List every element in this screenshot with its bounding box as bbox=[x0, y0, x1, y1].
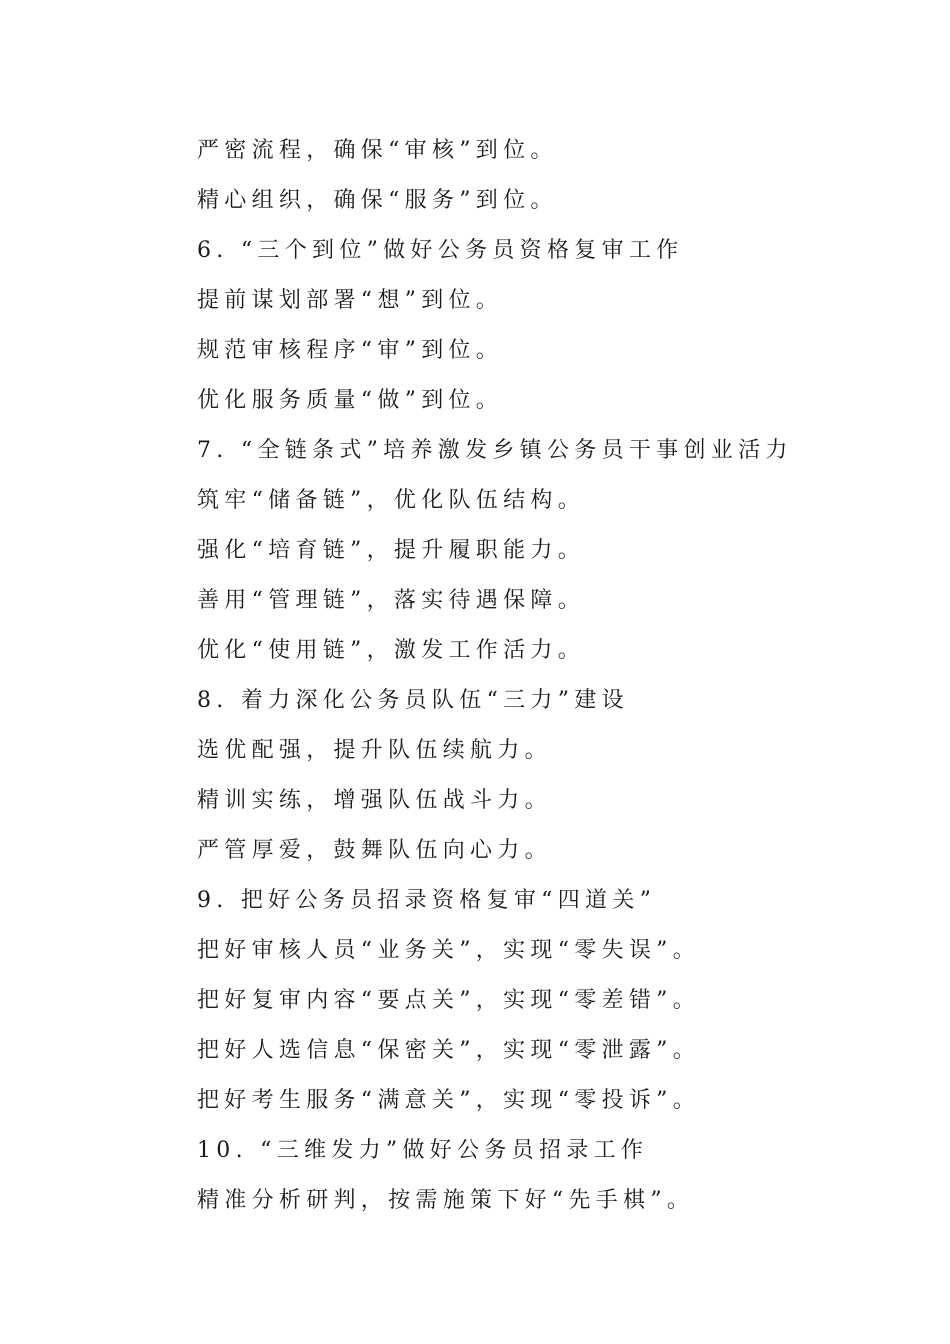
text-line: 把好人选信息“保密关”，实现“零泄露”。 bbox=[197, 1038, 700, 1063]
document-body bbox=[197, 126, 897, 1226]
text-line: 精训实练，增强队伍战斗力。 bbox=[197, 788, 552, 813]
section-heading: 9. 把好公务员招录资格复审“四道关” bbox=[197, 888, 657, 913]
text-line: 把好复审内容“要点关”，实现“零差错”。 bbox=[197, 988, 700, 1013]
text-line: 选优配强，提升队伍续航力。 bbox=[197, 738, 552, 763]
text-line: 规范审核程序“审”到位。 bbox=[197, 338, 504, 363]
section-heading: 8. 着力深化公务员队伍“三力”建设 bbox=[197, 688, 629, 713]
section-heading: 7. “全链条式”培养激发乡镇公务员干事创业活力 bbox=[197, 438, 793, 463]
text-line: 把好考生服务“满意关”，实现“零投诉”。 bbox=[197, 1088, 700, 1113]
section-heading: 6. “三个到位”做好公务员资格复审工作 bbox=[197, 238, 684, 263]
text-line: 严管厚爱，鼓舞队伍向心力。 bbox=[197, 838, 552, 863]
text-line: 强化“培育链”，提升履职能力。 bbox=[197, 538, 585, 563]
text-line: 优化“使用链”，激发工作活力。 bbox=[197, 638, 585, 663]
text-line: 严密流程，确保“审核”到位。 bbox=[197, 138, 558, 163]
section-heading: 10. “三维发力”做好公务员招录工作 bbox=[197, 1138, 649, 1163]
text-line: 精准分析研判，按需施策下好“先手棋”。 bbox=[197, 1188, 695, 1213]
text-line: 善用“管理链”，落实待遇保障。 bbox=[197, 588, 585, 613]
text-line: 精心组织，确保“服务”到位。 bbox=[197, 188, 558, 213]
text-line: 筑牢“储备链”，优化队伍结构。 bbox=[197, 488, 585, 513]
text-line: 把好审核人员“业务关”，实现“零失误”。 bbox=[197, 938, 700, 963]
text-line: 提前谋划部署“想”到位。 bbox=[197, 288, 504, 313]
text-line: 优化服务质量“做”到位。 bbox=[197, 388, 504, 413]
